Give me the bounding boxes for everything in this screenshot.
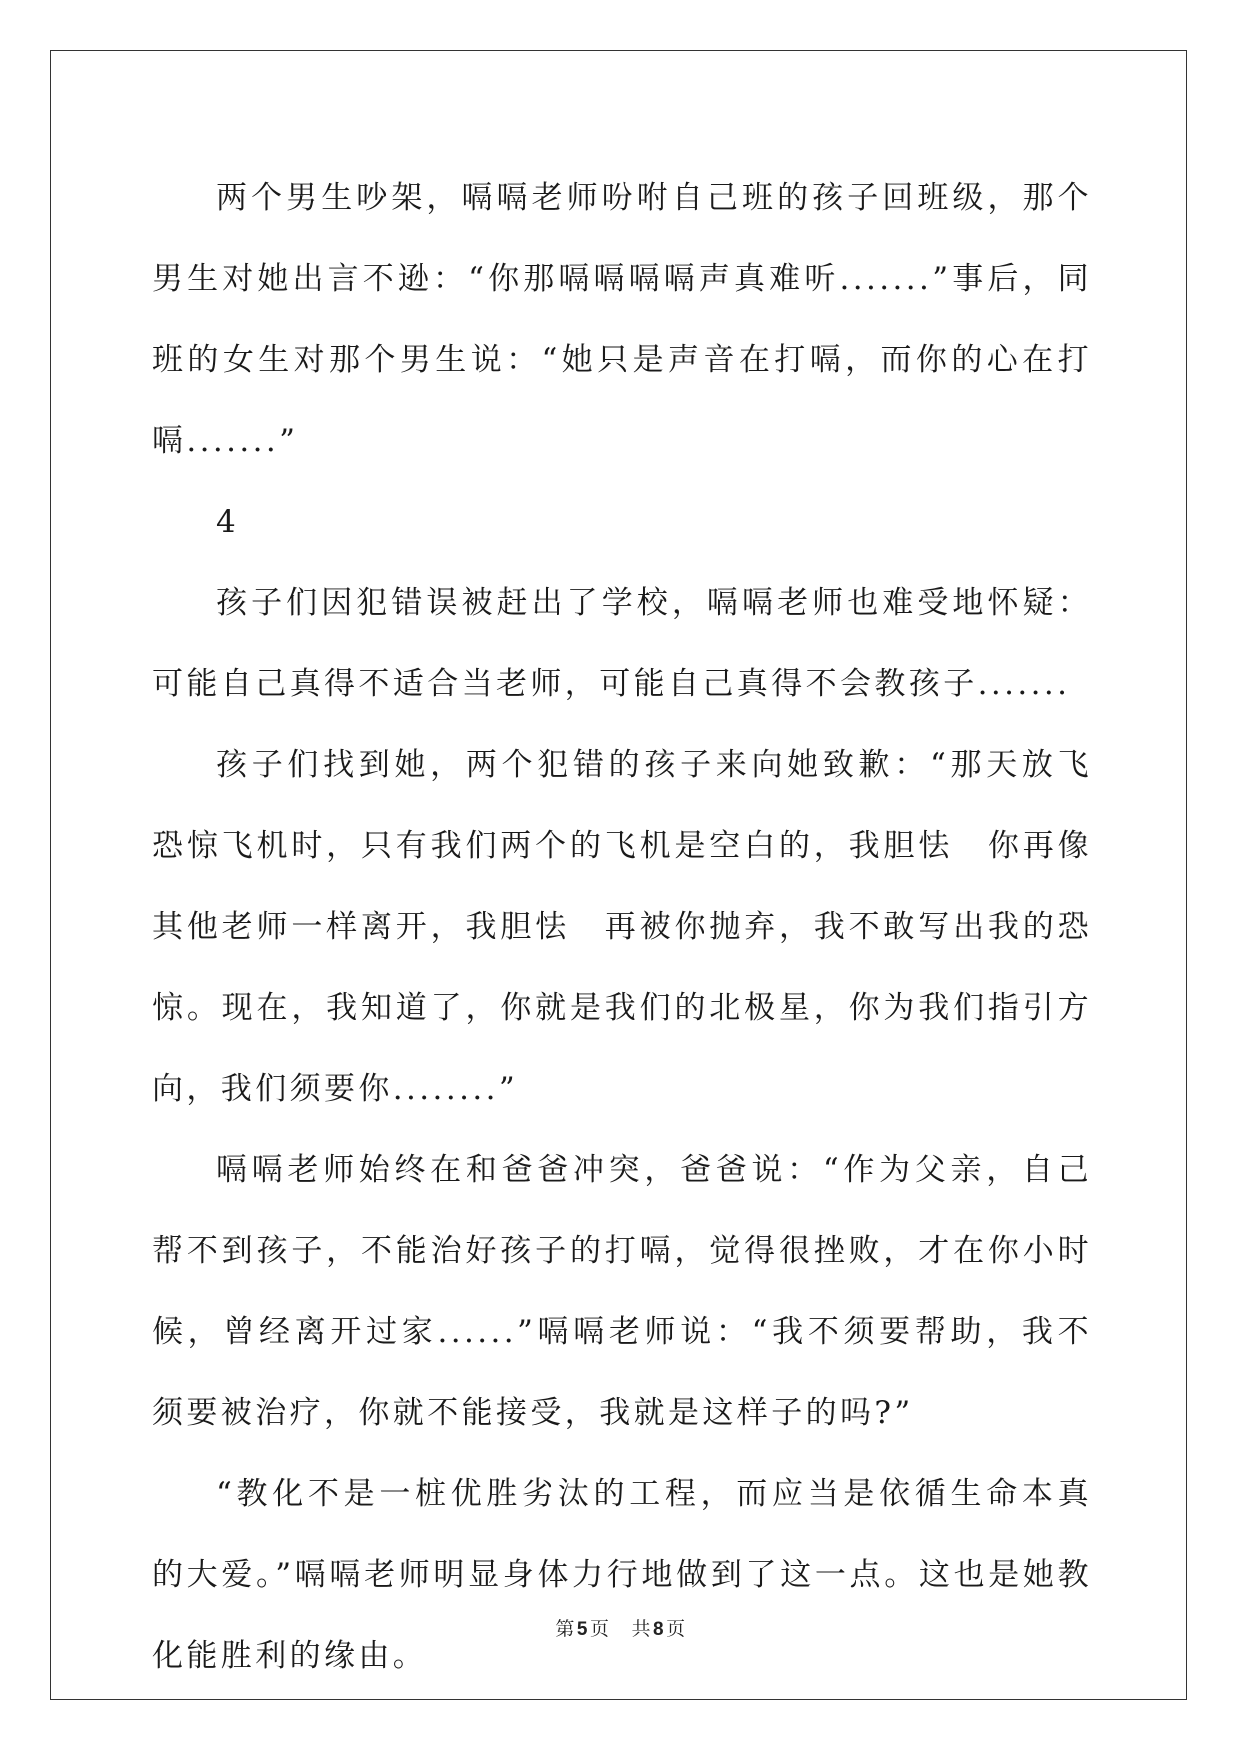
paragraph-5: “教化不是一桩优胜劣汰的工程，而应当是依循生命本真的大爱。”嗝嗝老师明显身体力行地做到了这一点。这也是她教化能胜利的缘由。 <box>152 1476 1092 1674</box>
footer-page-suffix: 页 <box>589 1618 610 1640</box>
footer-total-suffix: 页 <box>666 1618 686 1640</box>
paragraph-4: 嗝嗝老师始终在和爸爸冲突，爸爸说：“作为父亲，自己帮不到孩子，不能治好孩子的打嗝，觉得很挫败，才在你小时候，曾经离开过家......”嗝嗝老师说：“我不须要帮助，我不须要被治疗，你就不能接受，我就是这样子的吗?” <box>152 1152 1092 1431</box>
section-number: 4 <box>216 504 240 540</box>
paragraph-1: 两个男生吵架，嗝嗝老师吩咐自己班的孩子回班级，那个男生对她出言不逊：“你那嗝嗝嗝嗝声真难听.......”事后，同班的女生对那个男生说：“她只是声音在打嗝，而你的心在打嗝.......” <box>152 180 1092 459</box>
current-page-number: 5 <box>576 1619 588 1640</box>
page-footer <box>0 1614 1241 1641</box>
total-pages-number: 8 <box>653 1619 665 1640</box>
footer-prefix: 第 <box>555 1618 575 1640</box>
paragraph-2: 孩子们因犯错误被赶出了学校，嗝嗝老师也难受地怀疑：可能自己真得不适合当老师，可能自己真得不会教孩子....... <box>152 585 1092 702</box>
document-body <box>152 158 1092 1697</box>
footer-total-prefix: 共 <box>631 1618 652 1640</box>
paragraph-3: 孩子们找到她，两个犯错的孩子来向她致歉：“那天放飞恐惊飞机时，只有我们两个的飞机是空白的，我胆怯 你再像其他老师一样离开，我胆怯 再被你抛弃，我不敢写出我的恐惊。现在，我知道了，你就是我们的北极星，你为我们指引方向，我们须要你........” <box>152 747 1092 1107</box>
